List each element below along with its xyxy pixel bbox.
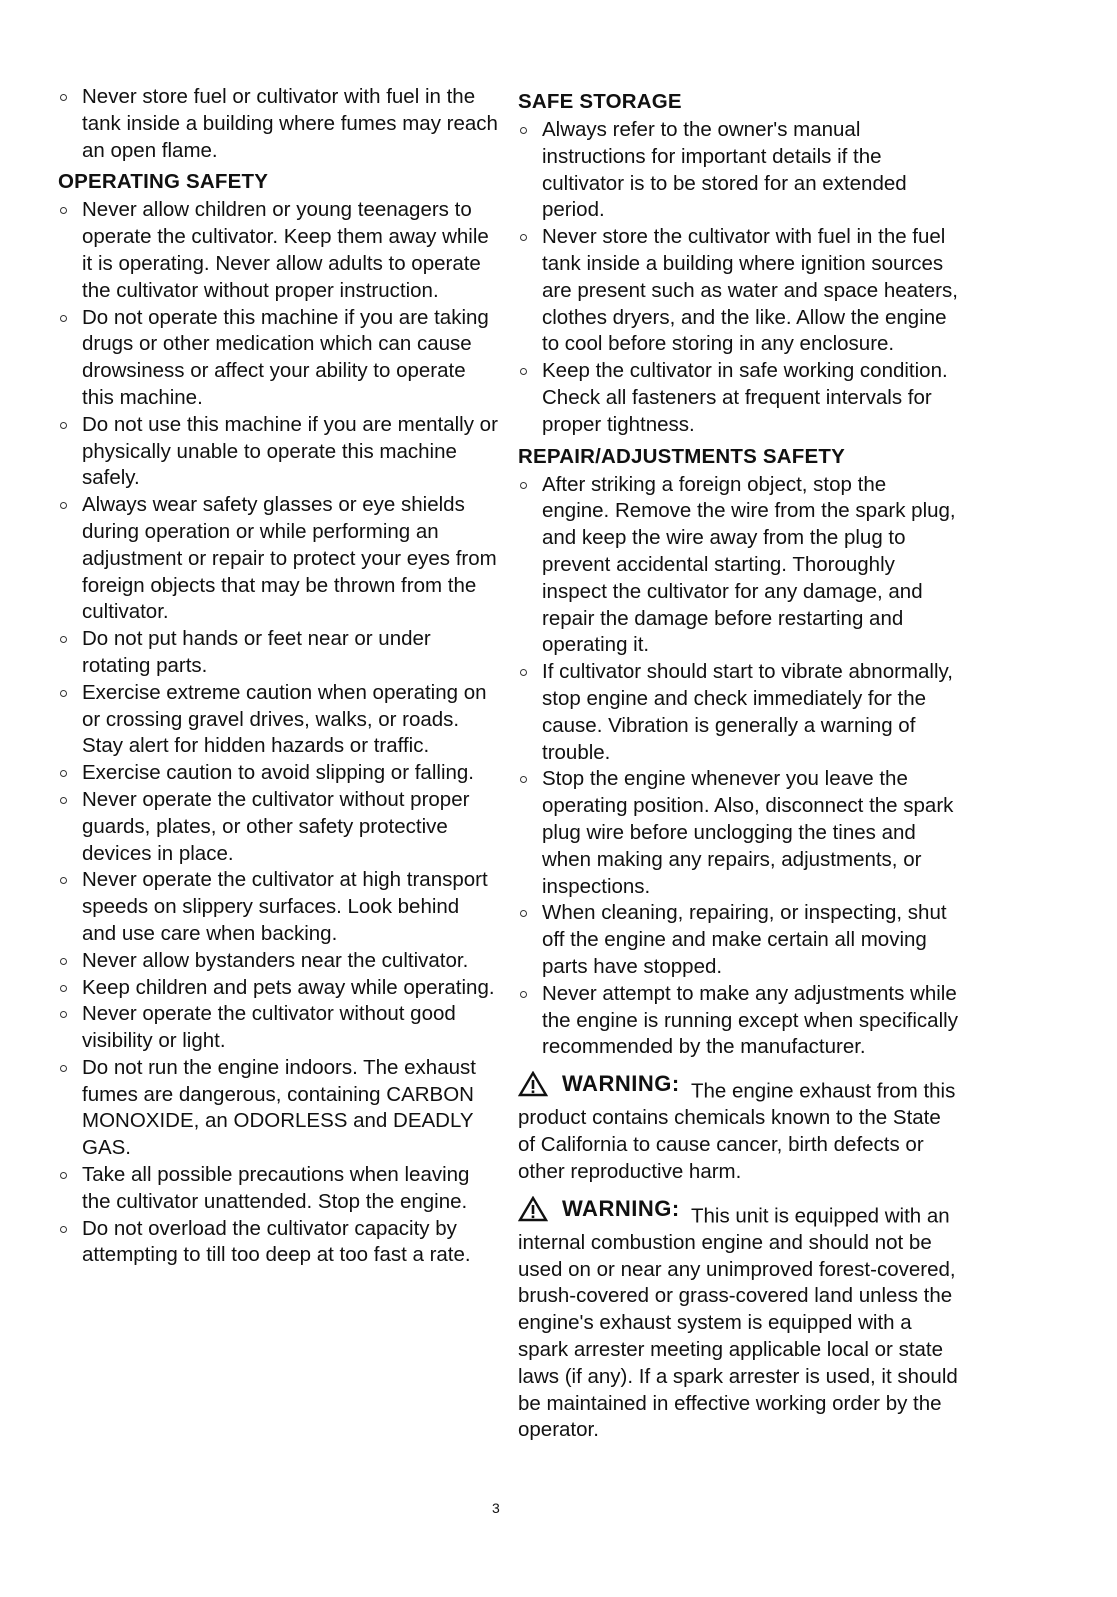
warning-header (518, 1196, 686, 1223)
repair-adjustments-heading: REPAIR/ADJUSTMENTS SAFETY (518, 444, 845, 468)
list-item: Never allow bystanders near the cultivator. (58, 948, 498, 975)
safe-storage-heading: SAFE STORAGE (518, 90, 682, 113)
list-item: Do not run the engine indoors. The exhaust fumes are dangerous, containing CARBON MONOXIDE, an ODORLESS and DEADLY GAS. (58, 1055, 498, 1162)
lead-list (58, 84, 498, 164)
list-item: When cleaning, repairing, or inspecting, shut off the engine and make certain all moving parts have stopped. (518, 900, 958, 980)
list-item: Never attempt to make any adjustments while the engine is running except when specifically recommended by the manufacturer. (518, 981, 958, 1061)
list-item: Always refer to the owner's manual instructions for important details if the cultivator is to be stored for an extended period. (518, 117, 958, 224)
warning-text: This unit is equipped with an internal combustion engine and should not be used on or near any unimproved forest-covered, brush-covered or grass-covered land unless the engine's exhaust system is equipped with a spark arrester meeting applicable local or state laws (if any). If a spark arrester is used, it should be maintained in effective working order by the operator. (518, 1204, 958, 1442)
warning-block-exhaust (518, 1071, 958, 1186)
list-item: Exercise extreme caution when operating on or crossing gravel drives, walks, or roads. Stay alert for hidden hazards or traffic. (58, 680, 498, 760)
list-item: If cultivator should start to vibrate abnormally, stop engine and check immediately for the cause. Vibration is generally a warning of trouble. (518, 659, 958, 766)
list-item: Never operate the cultivator without proper guards, plates, or other safety protective devices in place. (58, 787, 498, 867)
warning-header (518, 1071, 686, 1098)
list-item: Keep children and pets away while operating. (58, 975, 498, 1002)
warning-label: WARNING: (562, 1071, 680, 1097)
right-column (518, 84, 958, 1450)
warning-text: The engine exhaust from this product contains chemicals known to the State of California to cause cancer, birth defects or other reproductive harm. (518, 1079, 956, 1183)
warning-triangle-icon (518, 1196, 548, 1222)
list-item: Keep the cultivator in safe working condition. Check all fasteners at frequent intervals for proper tightness. (518, 358, 958, 438)
list-item: Always wear safety glasses or eye shields during operation or while performing an adjustment or repair to protect your eyes from foreign objects that may be thrown from the cultivator. (58, 492, 498, 626)
warning-block-spark-arrester (518, 1196, 958, 1445)
list-item: Do not use this machine if you are mentally or physically unable to operate this machine safely. (58, 412, 498, 492)
operating-safety-list (58, 197, 498, 1269)
list-item: Never allow children or young teenagers to operate the cultivator. Keep them away while it is operating. Never allow adults to operate the cultivator without proper instruction. (58, 197, 498, 304)
list-item: Stop the engine whenever you leave the operating position. Also, disconnect the spark plug wire before unclogging the tines and when making any repairs, adjustments, or inspections. (518, 766, 958, 900)
list-item: Do not operate this machine if you are taking drugs or other medication which can cause drowsiness or affect your ability to operate this machine. (58, 305, 498, 412)
list-item: Never operate the cultivator without good visibility or light. (58, 1001, 498, 1055)
list-item: Never operate the cultivator at high transport speeds on slippery surfaces. Look behind and use care when backing. (58, 867, 498, 947)
left-column (58, 84, 498, 1269)
operating-safety-heading: OPERATING SAFETY (58, 170, 269, 194)
list-item: Exercise caution to avoid slipping or falling. (58, 760, 498, 787)
list-item: After striking a foreign object, stop the engine. Remove the wire from the spark plug, and keep the wire away from the plug to prevent accidental starting. Thoroughly inspect the cultivator for any damage, and repair the damage before restarting and operating it. (518, 472, 958, 660)
safe-storage-list (518, 117, 958, 439)
list-item: Take all possible precautions when leaving the cultivator unattended. Stop the engine. (58, 1162, 498, 1216)
warning-triangle-icon (518, 1071, 548, 1097)
warning-label: WARNING: (562, 1195, 680, 1221)
list-item: Do not put hands or feet near or under rotating parts. (58, 626, 498, 680)
list-item: Never store the cultivator with fuel in the fuel tank inside a building where ignition sources are present such as water and space heaters, clothes dryers, and the like. Allow the engine to cool before storing in any enclosure. (518, 224, 958, 358)
repair-adjustments-list (518, 472, 958, 1062)
list-item: Do not overload the cultivator capacity by attempting to till too deep at too fast a rate. (58, 1216, 498, 1270)
list-item: Never store fuel or cultivator with fuel in the tank inside a building where fumes may reach an open flame. (58, 84, 498, 164)
page-number: 3 (492, 1500, 500, 1516)
